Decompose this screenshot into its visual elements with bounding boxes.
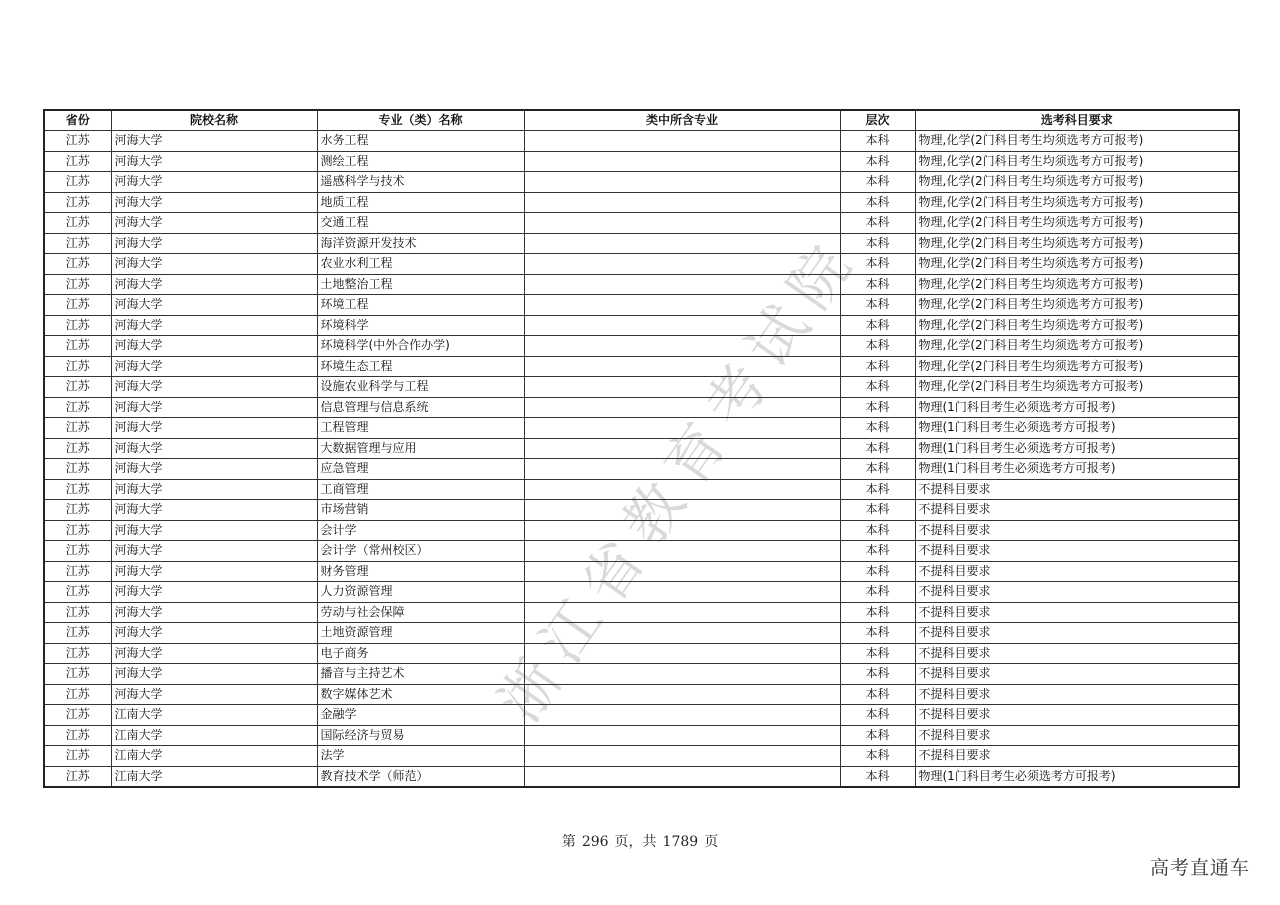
cell-major: 环境生态工程 (317, 356, 524, 377)
cell-subject-requirement: 不提科目要求 (915, 623, 1239, 644)
table-row (44, 541, 1239, 562)
cell-school: 河海大学 (111, 315, 317, 336)
footer-middle: 页，共 (614, 834, 657, 850)
cell-province: 江苏 (44, 336, 111, 357)
cell-sub-majors (524, 520, 840, 541)
cell-province: 江苏 (44, 520, 111, 541)
cell-province: 江苏 (44, 623, 111, 644)
table-row (44, 356, 1239, 377)
cell-major: 工程管理 (317, 418, 524, 439)
brand-logo-text: 高考直通车 (1149, 857, 1250, 879)
cell-level: 本科 (840, 561, 915, 582)
table-row (44, 336, 1239, 357)
cell-subject-requirement: 物理,化学(2门科目考生均须选考方可报考) (915, 274, 1239, 295)
cell-subject-requirement: 不提科目要求 (915, 561, 1239, 582)
cell-sub-majors (524, 479, 840, 500)
cell-sub-majors (524, 561, 840, 582)
cell-sub-majors (524, 623, 840, 644)
cell-school: 河海大学 (111, 377, 317, 398)
cell-major: 海洋资源开发技术 (317, 233, 524, 254)
cell-major: 财务管理 (317, 561, 524, 582)
cell-sub-majors (524, 725, 840, 746)
cell-subject-requirement: 不提科目要求 (915, 684, 1239, 705)
cell-province: 江苏 (44, 151, 111, 172)
cell-level: 本科 (840, 295, 915, 316)
cell-school: 河海大学 (111, 213, 317, 234)
cell-level: 本科 (840, 274, 915, 295)
cell-school: 河海大学 (111, 418, 317, 439)
cell-province: 江苏 (44, 192, 111, 213)
table-row (44, 684, 1239, 705)
cell-subject-requirement: 物理,化学(2门科目考生均须选考方可报考) (915, 151, 1239, 172)
cell-level: 本科 (840, 602, 915, 623)
cell-level: 本科 (840, 233, 915, 254)
table-row (44, 561, 1239, 582)
cell-sub-majors (524, 766, 840, 787)
cell-school: 河海大学 (111, 192, 317, 213)
cell-sub-majors (524, 356, 840, 377)
cell-school: 江南大学 (111, 766, 317, 787)
cell-province: 江苏 (44, 561, 111, 582)
cell-major: 工商管理 (317, 479, 524, 500)
cell-province: 江苏 (44, 541, 111, 562)
cell-major: 金融学 (317, 705, 524, 726)
cell-province: 江苏 (44, 602, 111, 623)
cell-subject-requirement: 不提科目要求 (915, 746, 1239, 767)
cell-level: 本科 (840, 254, 915, 275)
cell-major: 国际经济与贸易 (317, 725, 524, 746)
cell-province: 江苏 (44, 643, 111, 664)
cell-level: 本科 (840, 541, 915, 562)
table-row (44, 520, 1239, 541)
cell-subject-requirement: 物理,化学(2门科目考生均须选考方可报考) (915, 192, 1239, 213)
table-row (44, 500, 1239, 521)
table-row (44, 172, 1239, 193)
cell-subject-requirement: 物理(1门科目考生必须选考方可报考) (915, 397, 1239, 418)
cell-sub-majors (524, 602, 840, 623)
header-major: 专业（类）名称 (317, 110, 524, 131)
cell-province: 江苏 (44, 746, 111, 767)
cell-subject-requirement: 不提科目要求 (915, 725, 1239, 746)
cell-subject-requirement: 物理,化学(2门科目考生均须选考方可报考) (915, 315, 1239, 336)
cell-sub-majors (524, 643, 840, 664)
table-row (44, 459, 1239, 480)
cell-major: 人力资源管理 (317, 582, 524, 603)
cell-subject-requirement: 不提科目要求 (915, 582, 1239, 603)
footer-prefix: 第 (561, 834, 576, 850)
cell-level: 本科 (840, 356, 915, 377)
cell-sub-majors (524, 582, 840, 603)
cell-sub-majors (524, 746, 840, 767)
cell-level: 本科 (840, 623, 915, 644)
cell-sub-majors (524, 295, 840, 316)
cell-province: 江苏 (44, 459, 111, 480)
admission-requirements-table-container (43, 109, 1238, 788)
footer-total-pages: 1789 (662, 834, 699, 850)
cell-level: 本科 (840, 664, 915, 685)
cell-province: 江苏 (44, 705, 111, 726)
cell-school: 河海大学 (111, 479, 317, 500)
cell-province: 江苏 (44, 274, 111, 295)
cell-subject-requirement: 物理,化学(2门科目考生均须选考方可报考) (915, 356, 1239, 377)
cell-subject-requirement: 不提科目要求 (915, 500, 1239, 521)
table-row (44, 746, 1239, 767)
cell-major: 大数据管理与应用 (317, 438, 524, 459)
cell-subject-requirement: 物理(1门科目考生必须选考方可报考) (915, 459, 1239, 480)
cell-school: 河海大学 (111, 520, 317, 541)
cell-sub-majors (524, 254, 840, 275)
cell-school: 河海大学 (111, 151, 317, 172)
table-row (44, 192, 1239, 213)
table-row (44, 295, 1239, 316)
table-row (44, 254, 1239, 275)
cell-level: 本科 (840, 213, 915, 234)
table-row (44, 438, 1239, 459)
table-row (44, 131, 1239, 152)
table-row (44, 213, 1239, 234)
cell-sub-majors (524, 397, 840, 418)
cell-province: 江苏 (44, 725, 111, 746)
cell-province: 江苏 (44, 664, 111, 685)
footer-page-number: 296 (581, 834, 609, 850)
cell-province: 江苏 (44, 233, 111, 254)
table-row (44, 233, 1239, 254)
table-row (44, 643, 1239, 664)
table-row (44, 274, 1239, 295)
cell-province: 江苏 (44, 295, 111, 316)
cell-sub-majors (524, 233, 840, 254)
cell-province: 江苏 (44, 377, 111, 398)
cell-major: 环境工程 (317, 295, 524, 316)
cell-school: 江南大学 (111, 746, 317, 767)
table-row (44, 725, 1239, 746)
cell-subject-requirement: 不提科目要求 (915, 541, 1239, 562)
table-row (44, 397, 1239, 418)
cell-level: 本科 (840, 336, 915, 357)
watermark: 浙江省教育考试院 (485, 222, 872, 734)
cell-province: 江苏 (44, 213, 111, 234)
cell-province: 江苏 (44, 418, 111, 439)
cell-school: 河海大学 (111, 274, 317, 295)
cell-level: 本科 (840, 705, 915, 726)
cell-province: 江苏 (44, 397, 111, 418)
table-row (44, 479, 1239, 500)
cell-school: 河海大学 (111, 336, 317, 357)
header-subject-requirement: 选考科目要求 (915, 110, 1239, 131)
cell-subject-requirement: 物理,化学(2门科目考生均须选考方可报考) (915, 172, 1239, 193)
cell-level: 本科 (840, 397, 915, 418)
cell-subject-requirement: 物理,化学(2门科目考生均须选考方可报考) (915, 213, 1239, 234)
cell-province: 江苏 (44, 766, 111, 787)
cell-level: 本科 (840, 725, 915, 746)
table-row (44, 705, 1239, 726)
cell-major: 环境科学(中外合作办学) (317, 336, 524, 357)
table-header-row (44, 110, 1239, 131)
cell-school: 河海大学 (111, 684, 317, 705)
cell-school: 江南大学 (111, 705, 317, 726)
cell-school: 河海大学 (111, 582, 317, 603)
cell-major: 土地整治工程 (317, 274, 524, 295)
cell-level: 本科 (840, 418, 915, 439)
cell-school: 河海大学 (111, 438, 317, 459)
cell-major: 电子商务 (317, 643, 524, 664)
table-row (44, 377, 1239, 398)
cell-subject-requirement: 不提科目要求 (915, 520, 1239, 541)
cell-major: 测绘工程 (317, 151, 524, 172)
cell-province: 江苏 (44, 131, 111, 152)
cell-province: 江苏 (44, 684, 111, 705)
cell-major: 市场营销 (317, 500, 524, 521)
cell-school: 河海大学 (111, 459, 317, 480)
cell-school: 河海大学 (111, 500, 317, 521)
cell-subject-requirement: 物理(1门科目考生必须选考方可报考) (915, 418, 1239, 439)
cell-subject-requirement: 不提科目要求 (915, 602, 1239, 623)
cell-sub-majors (524, 131, 840, 152)
table-row (44, 151, 1239, 172)
cell-province: 江苏 (44, 438, 111, 459)
cell-school: 河海大学 (111, 172, 317, 193)
table-row (44, 582, 1239, 603)
cell-sub-majors (524, 315, 840, 336)
cell-school: 江南大学 (111, 725, 317, 746)
cell-school: 河海大学 (111, 356, 317, 377)
cell-subject-requirement: 物理(1门科目考生必须选考方可报考) (915, 766, 1239, 787)
cell-sub-majors (524, 705, 840, 726)
cell-level: 本科 (840, 500, 915, 521)
cell-level: 本科 (840, 459, 915, 480)
cell-level: 本科 (840, 131, 915, 152)
cell-school: 河海大学 (111, 602, 317, 623)
table-row (44, 602, 1239, 623)
cell-level: 本科 (840, 151, 915, 172)
cell-subject-requirement: 不提科目要求 (915, 664, 1239, 685)
cell-major: 设施农业科学与工程 (317, 377, 524, 398)
cell-subject-requirement: 物理,化学(2门科目考生均须选考方可报考) (915, 336, 1239, 357)
cell-school: 河海大学 (111, 541, 317, 562)
table-row (44, 418, 1239, 439)
admission-requirements-table (43, 109, 1240, 788)
cell-subject-requirement: 物理,化学(2门科目考生均须选考方可报考) (915, 377, 1239, 398)
cell-school: 河海大学 (111, 664, 317, 685)
cell-major: 环境科学 (317, 315, 524, 336)
cell-major: 农业水利工程 (317, 254, 524, 275)
cell-sub-majors (524, 274, 840, 295)
cell-major: 地质工程 (317, 192, 524, 213)
cell-sub-majors (524, 500, 840, 521)
header-sub-majors: 类中所含专业 (524, 110, 840, 131)
cell-level: 本科 (840, 377, 915, 398)
cell-sub-majors (524, 213, 840, 234)
cell-province: 江苏 (44, 315, 111, 336)
footer-suffix: 页 (704, 834, 719, 850)
cell-major: 信息管理与信息系统 (317, 397, 524, 418)
header-level: 层次 (840, 110, 915, 131)
cell-level: 本科 (840, 766, 915, 787)
cell-subject-requirement: 不提科目要求 (915, 705, 1239, 726)
cell-major: 会计学 (317, 520, 524, 541)
cell-major: 水务工程 (317, 131, 524, 152)
cell-level: 本科 (840, 192, 915, 213)
cell-level: 本科 (840, 684, 915, 705)
cell-sub-majors (524, 377, 840, 398)
table-row (44, 766, 1239, 787)
cell-school: 河海大学 (111, 254, 317, 275)
cell-sub-majors (524, 664, 840, 685)
cell-sub-majors (524, 172, 840, 193)
table-row (44, 315, 1239, 336)
cell-province: 江苏 (44, 356, 111, 377)
cell-school: 河海大学 (111, 131, 317, 152)
cell-level: 本科 (840, 438, 915, 459)
cell-sub-majors (524, 192, 840, 213)
cell-subject-requirement: 物理,化学(2门科目考生均须选考方可报考) (915, 233, 1239, 254)
table-row (44, 664, 1239, 685)
cell-major: 土地资源管理 (317, 623, 524, 644)
cell-major: 播音与主持艺术 (317, 664, 524, 685)
cell-sub-majors (524, 151, 840, 172)
cell-subject-requirement: 不提科目要求 (915, 479, 1239, 500)
cell-sub-majors (524, 541, 840, 562)
cell-level: 本科 (840, 582, 915, 603)
cell-major: 法学 (317, 746, 524, 767)
cell-province: 江苏 (44, 479, 111, 500)
cell-subject-requirement: 物理,化学(2门科目考生均须选考方可报考) (915, 131, 1239, 152)
cell-level: 本科 (840, 172, 915, 193)
cell-province: 江苏 (44, 582, 111, 603)
cell-subject-requirement: 物理,化学(2门科目考生均须选考方可报考) (915, 254, 1239, 275)
cell-major: 应急管理 (317, 459, 524, 480)
cell-school: 河海大学 (111, 397, 317, 418)
table-body (44, 131, 1239, 788)
cell-sub-majors (524, 459, 840, 480)
cell-sub-majors (524, 336, 840, 357)
cell-level: 本科 (840, 643, 915, 664)
cell-level: 本科 (840, 746, 915, 767)
cell-sub-majors (524, 438, 840, 459)
cell-major: 遥感科学与技术 (317, 172, 524, 193)
header-school: 院校名称 (111, 110, 317, 131)
cell-level: 本科 (840, 315, 915, 336)
cell-level: 本科 (840, 520, 915, 541)
cell-sub-majors (524, 418, 840, 439)
cell-level: 本科 (840, 479, 915, 500)
cell-subject-requirement: 物理,化学(2门科目考生均须选考方可报考) (915, 295, 1239, 316)
cell-major: 劳动与社会保障 (317, 602, 524, 623)
cell-major: 数字媒体艺术 (317, 684, 524, 705)
cell-province: 江苏 (44, 500, 111, 521)
cell-major: 会计学（常州校区） (317, 541, 524, 562)
cell-school: 河海大学 (111, 295, 317, 316)
cell-major: 教育技术学（师范） (317, 766, 524, 787)
cell-province: 江苏 (44, 254, 111, 275)
cell-major: 交通工程 (317, 213, 524, 234)
cell-sub-majors (524, 684, 840, 705)
cell-province: 江苏 (44, 172, 111, 193)
table-row (44, 623, 1239, 644)
cell-subject-requirement: 不提科目要求 (915, 643, 1239, 664)
cell-school: 河海大学 (111, 643, 317, 664)
cell-school: 河海大学 (111, 561, 317, 582)
cell-school: 河海大学 (111, 623, 317, 644)
header-province: 省份 (44, 110, 111, 131)
cell-school: 河海大学 (111, 233, 317, 254)
page-footer (0, 831, 1280, 851)
cell-subject-requirement: 物理(1门科目考生必须选考方可报考) (915, 438, 1239, 459)
